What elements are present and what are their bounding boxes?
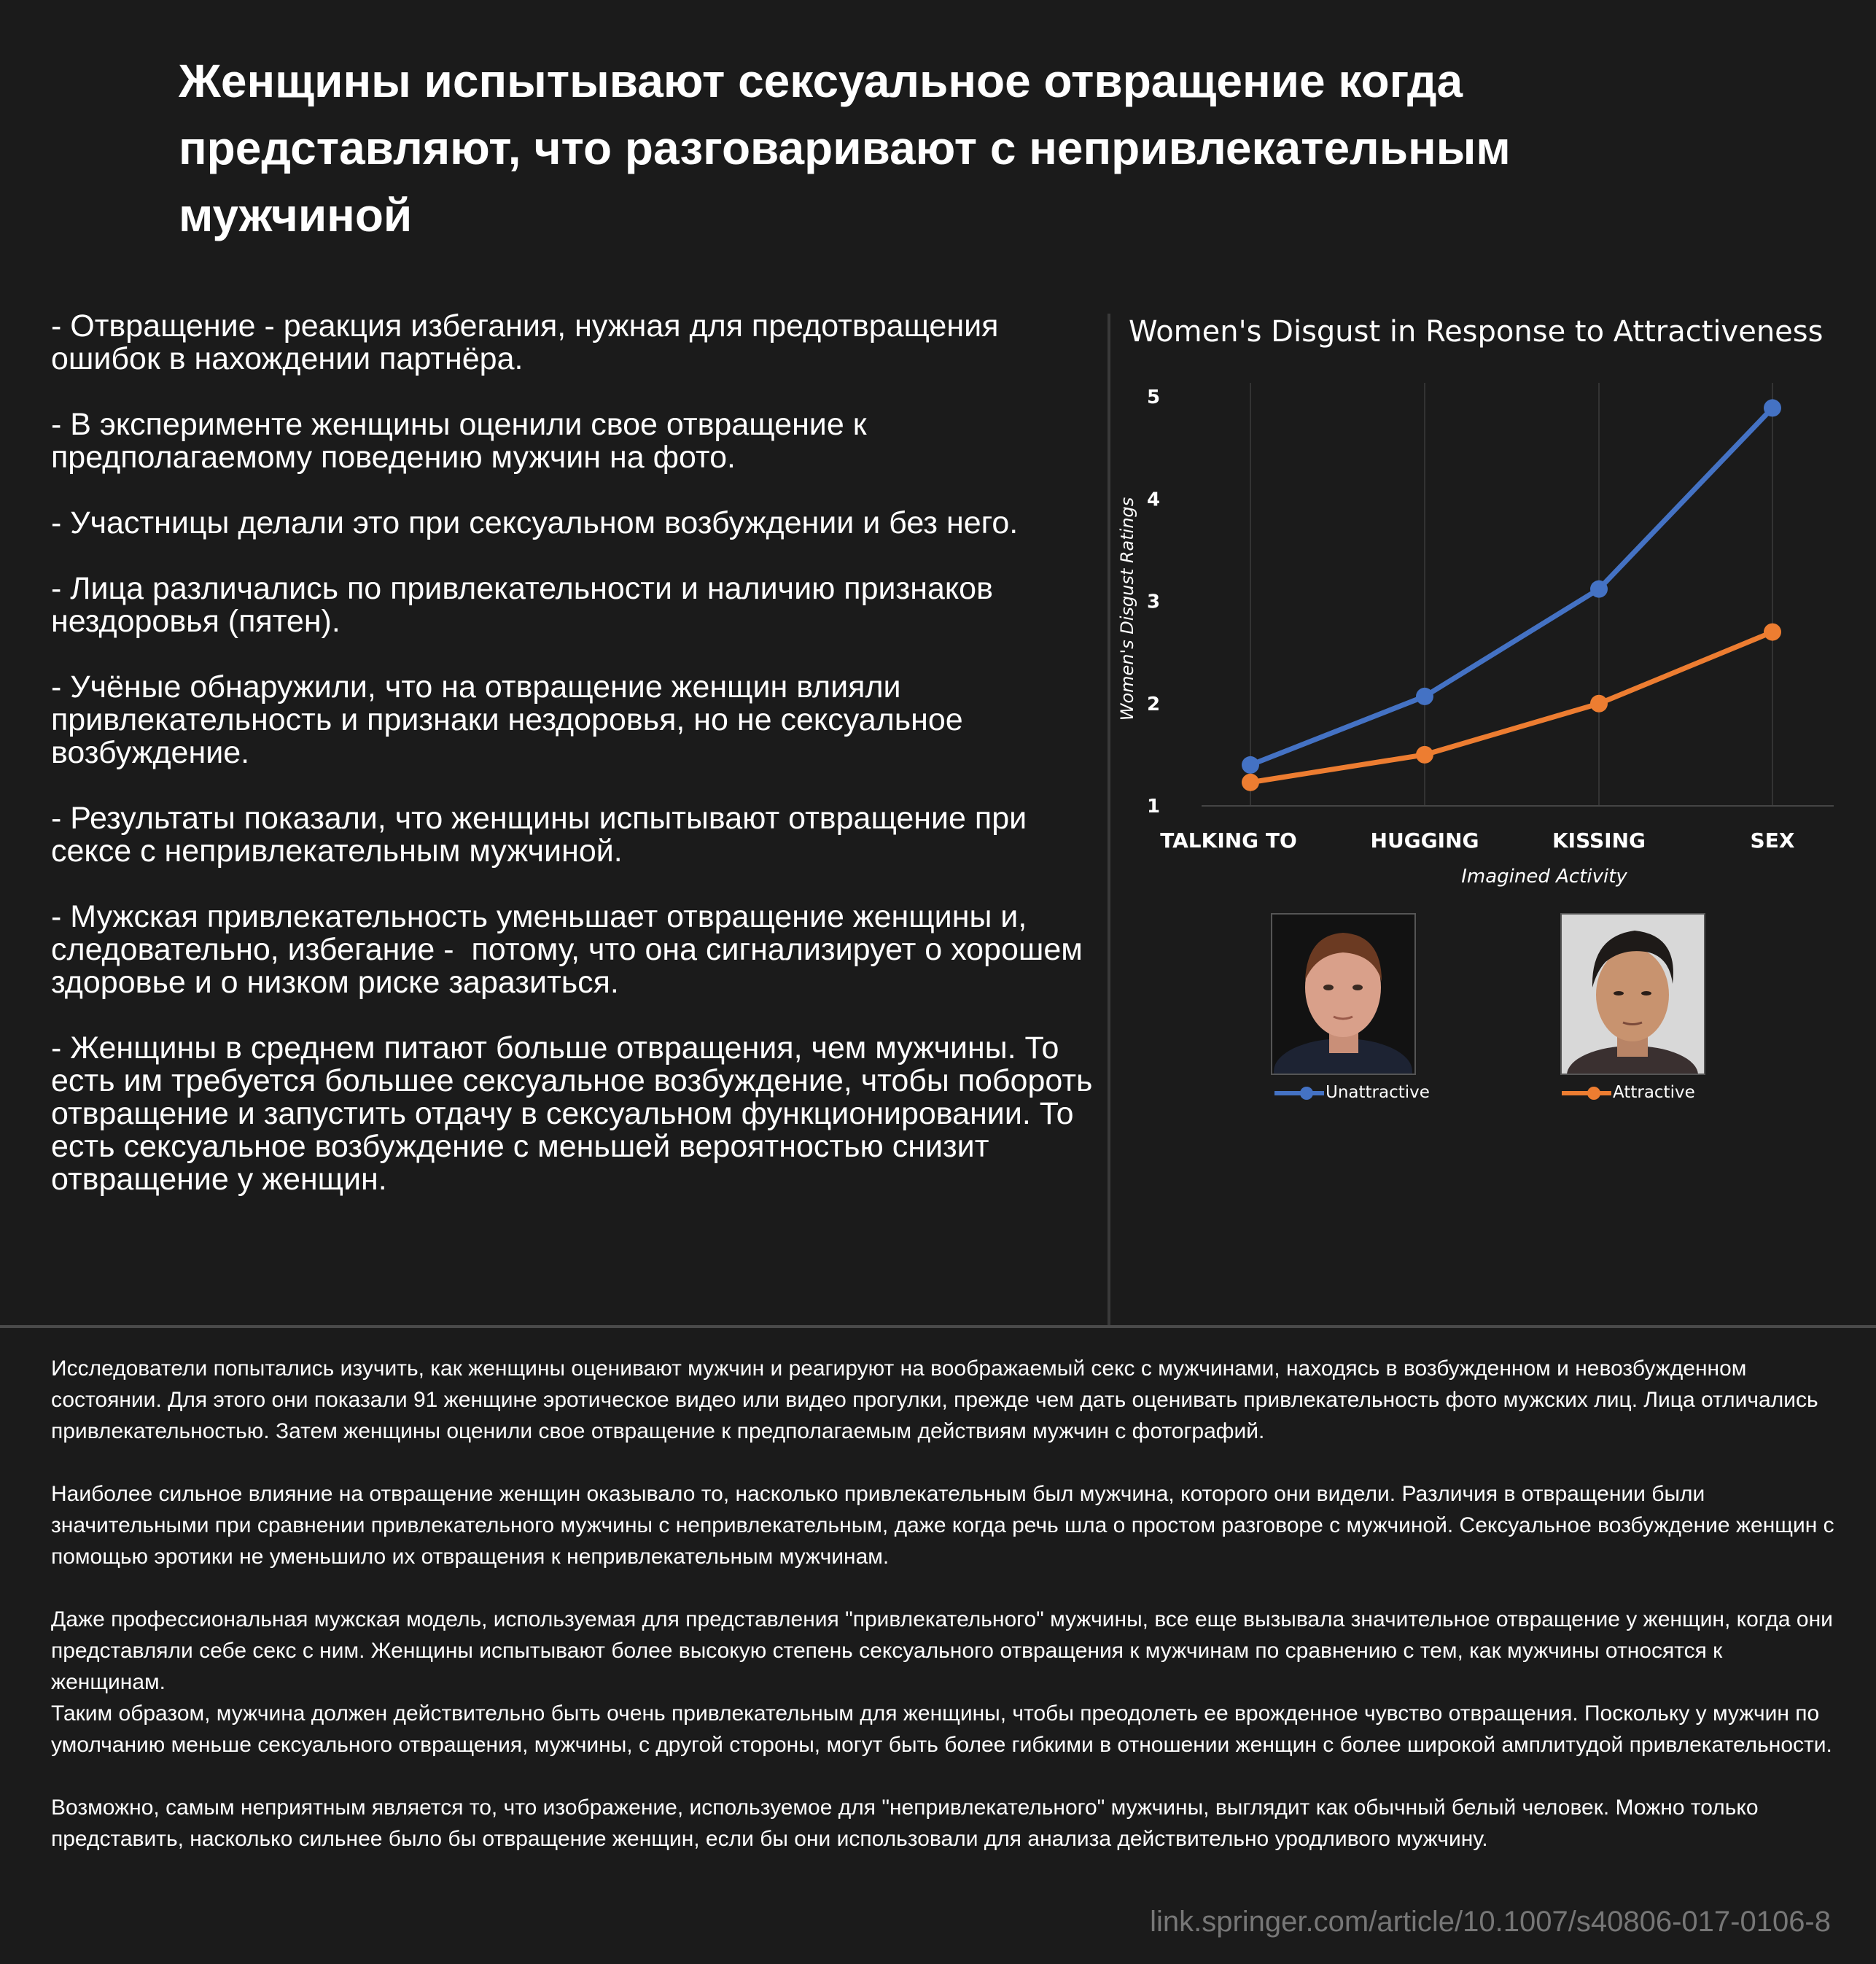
series-line-attractive [1250,632,1772,783]
chart-title: Women's Disgust in Response to Attractiveness [1129,315,1824,349]
bullet-item: - Результаты показали, что женщины испытывают отвращение при сексе с непривлекательным мужчиной. [51,801,1036,869]
y-axis-ticks [1147,387,1160,818]
data-point-attractive [1242,774,1259,791]
paragraph: Наиболее сильное влияние на отвращение женщин оказывало то, насколько привлекательным был мужчина, которого они видели. Различия в отвращении были значительными при сравнении привлекательного мужчины с непривлекательным, даже когда речь шла о простом разговоре с мужчиной. Сексуальное возбуждение женщин с помощью эротики не уменьшило их отвращения к непривлекательным мужчинам. [51,1482,1840,1569]
chart-series [1242,399,1781,791]
x-axis-ticks [1160,828,1795,853]
bullet-item: - Отвращение - реакция избегания, нужная для предотвращения ошибок в нахождении партнёра. [51,308,1008,376]
legend-swatch-blue [1274,1091,1324,1095]
face-icon [1562,915,1704,1074]
paragraph: Возможно, самым неприятным является то, что изображение, используемое для "непривлекательного" мужчины, выглядит как обычный белый человек. Можно только представить, насколько сильнее было бы отвращение женщин, если бы они использовали для анализа действительно уродливого мужчину. [51,1796,1764,1851]
bullet-item: - Учёные обнаружили, что на отвращение женщин влияли привлекательность и признаки нездоровья, но не сексуальное возбуждение. [51,669,972,770]
x-tick-label: SEX [1750,828,1795,853]
bullet-item: - Участницы делали это при сексуальном возбуждении и без него. [51,505,1019,540]
source-link[interactable]: link.springer.com/article/10.1007/s40806-017-0106-8 [1150,1906,1831,1938]
horizontal-divider [0,1325,1876,1328]
data-point-attractive [1590,695,1608,713]
article-body [51,1353,1840,1886]
x-tick-label: KISSING [1552,828,1646,853]
legend-item-attractive [1562,1082,1695,1103]
paragraph: Таким образом, мужчина должен действительно быть очень привлекательным для женщины, чтобы преодолеть ее врожденное чувство отвращения. Поскольку у мужчин по умолчанию меньше сексуального отвращения, мужчины, с другой стороны, могут быть более гибкими в отношении женщин с более широкой амплитудой привлекательности. [51,1701,1832,1757]
x-axis-label: Imagined Activity [1461,866,1627,888]
data-point-unattractive [1764,399,1781,416]
paragraph: Даже профессиональная мужская модель, используемая для представления "привлекательного" мужчины, все еще вызывала значительное отвращение у женщин, когда они представляли себе секс с ним. Женщины испытывают более высокую степень сексуального отвращения к мужчинам по сравнению с тем, как мужчины относятся к женщинам. [51,1607,1840,1694]
legend-label: Unattractive [1326,1083,1430,1102]
y-tick-label: 1 [1146,796,1161,818]
unattractive-face-photo [1271,913,1416,1075]
face-icon [1272,915,1414,1074]
legend-swatch-orange [1562,1091,1611,1095]
attractive-face-photo [1560,913,1705,1075]
page-title: Женщины испытывают сексуальное отвращение когда представляют, что разговаривают с непривлекательным мужчиной [179,55,1511,241]
x-tick-label: HUGGING [1370,828,1479,853]
data-point-attractive [1416,746,1433,764]
series-line-unattractive [1250,408,1772,764]
y-tick-label: 5 [1146,387,1161,408]
data-point-unattractive [1242,756,1259,774]
data-point-attractive [1764,624,1781,641]
data-point-unattractive [1416,688,1433,705]
disgust-line-chart [1108,357,1876,912]
bullet-item: - В эксперименте женщины оценили свое отвращение к предполагаемому поведению мужчин на фото. [51,407,876,475]
y-tick-label: 3 [1146,591,1161,613]
y-axis-label: Women's Disgust Ratings [1117,497,1137,721]
bullet-list [51,310,1108,1229]
bullet-item: - Женщины в среднем питают больше отвращения, чем мужчины. То есть им требуется большее сексуальное возбуждение, чтобы побороть отвращение и запустить отдачу в сексуальном функционировании. То есть сексуальное возбуждение с меньшей вероятностью снизит отвращение у женщин. [51,1030,1102,1197]
x-tick-label: TALKING TO [1160,828,1297,853]
y-tick-label: 2 [1146,693,1161,715]
bullet-item: - Мужская привлекательность уменьшает отвращение женщины и, следовательно, избегание - потому, что она сигнализирует о хорошем здоровье и о низком риске заразиться. [51,899,1091,1000]
paragraph: Исследователи попытались изучить, как женщины оценивают мужчин и реагируют на воображаемый секс с мужчинами, находясь в возбужденном и невозбужденном состоянии. Для этого они показали 91 женщине эротическое видео или видео прогулки, прежде чем дать оценивать привлекательность фото мужских лиц. Лица отличались привлекательностью. Затем женщины оценили свое отвращение к предполагаемым действиям мужчин с фотографий. [51,1356,1824,1443]
data-point-unattractive [1590,581,1608,598]
legend-item-unattractive [1274,1082,1430,1103]
y-tick-label: 4 [1146,489,1161,511]
legend-label: Attractive [1613,1083,1695,1102]
bullet-item: - Лица различались по привлекательности и наличию признаков нездоровья (пятен). [51,571,1002,639]
